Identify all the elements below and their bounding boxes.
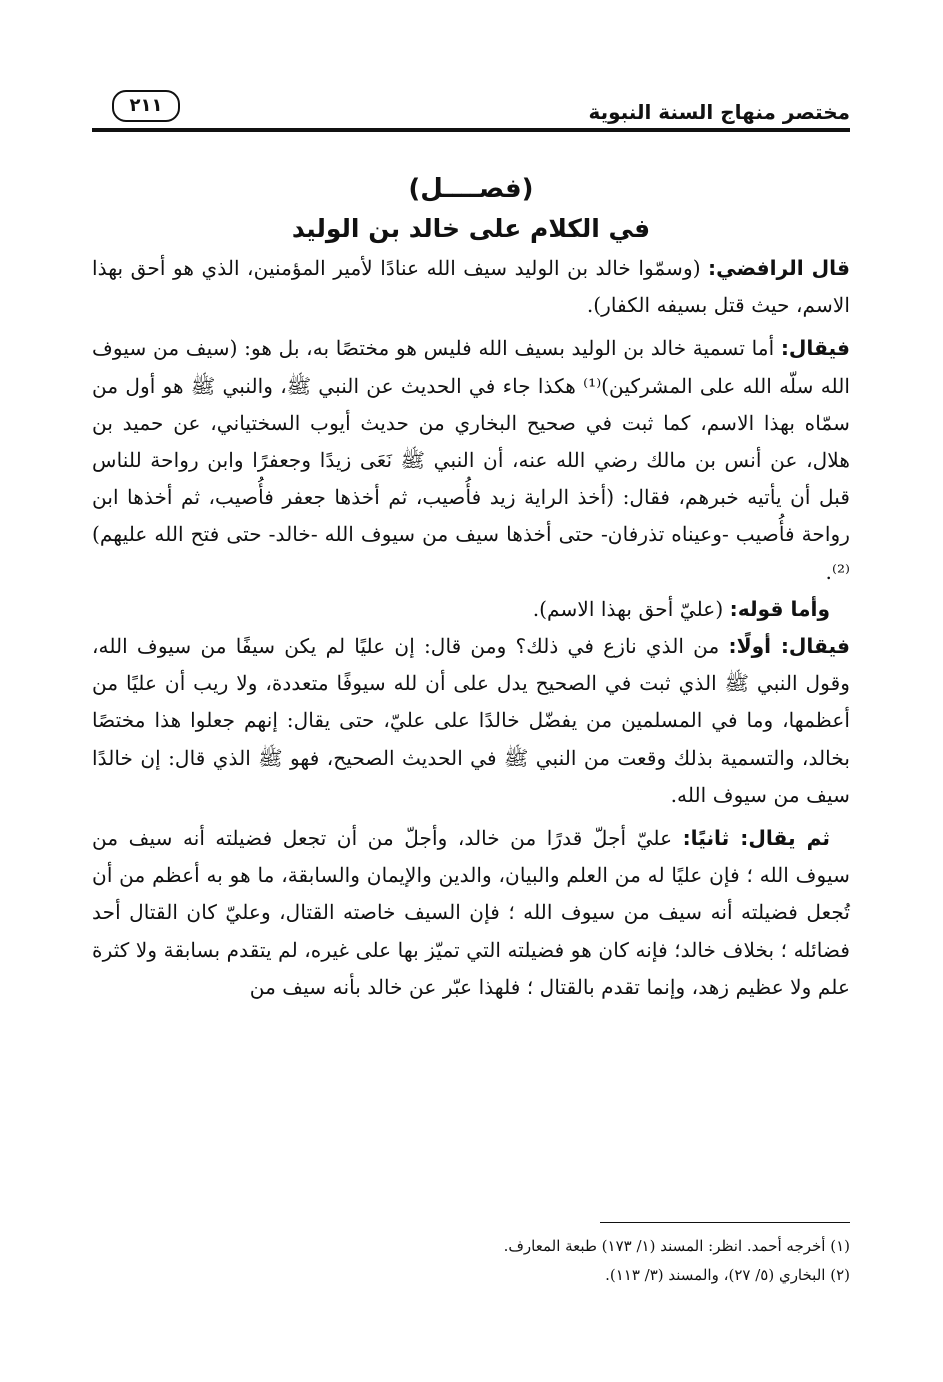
paragraph	[92, 591, 850, 628]
body-text	[92, 250, 850, 1006]
paragraph	[92, 628, 850, 814]
paragraph	[92, 250, 850, 324]
paragraph-lead: فيقال:	[780, 336, 850, 361]
paragraph	[92, 820, 850, 1006]
paragraph-text: (عليّ أحق بهذا الاسم).	[532, 596, 730, 621]
footnote-divider	[600, 1222, 850, 1223]
paragraph-lead: قال الرافضي:	[708, 256, 850, 280]
footnote: (١) أخرجه أحمد. انظر: المسند (١/ ١٧٣) طبعة المعارف.	[503, 1237, 850, 1255]
paragraph	[92, 330, 850, 590]
footnote: (٢) البخاري (٥/ ٢٧)، والمسند (٣/ ١١٣).	[605, 1266, 850, 1284]
section-title: في الكلام على خالد بن الوليد	[291, 214, 651, 243]
paragraph-text: (وسمّوا خالد بن الوليد سيف الله عنادًا لأمير المؤمنين، الذي هو أحق بهذا الاسم، حيث قتل بسيفه الكفار).	[92, 256, 850, 318]
paragraph-text: من الذي نازع في ذلك؟ ومن قال: إن عليًا لم يكن سيفًا من سيوف الله، وقول النبي ﷺ الذي ثبت في الصحيح يدل على أن لله سيوفًا متعددة، ولا ريب أن عليًا من أعظمها، وما في المسلمين من يفضّل خالدًا على عليّ، حتى يقال: إنهم جعلوا هذا مختصًا بخالد، والتسمية بذلك وقعت من النبي ﷺ في الحديث الصحيح، فهو ﷺ الذي قال: إن خالدًا سيف من سيوف الله.	[92, 634, 850, 807]
footnotes	[92, 1232, 850, 1290]
header-divider	[92, 128, 850, 132]
section-label: (فصــــل)	[408, 174, 534, 204]
page-header	[92, 84, 850, 134]
paragraph-lead: ثم يقال: ثانيًا:	[682, 826, 830, 851]
book-title: مختصر منهاج السنة النبوية	[588, 100, 850, 124]
paragraph-text: أما تسمية خالد بن الوليد بسيف الله فليس هو مختصًا به، بل هو: (سيف من سيوف الله سلّه الله على المشركين)⁽¹⁾ هكذا جاء في الحديث عن النبي ﷺ، والنبي ﷺ هو أول من سمّاه بهذا الاسم، كما ثبت في صحيح البخاري من حديث أيوب السختياني، عن حميد بن هلال، عن أنس بن مالك رضي الله عنه، أن النبي ﷺ نَعَى زيدًا وجعفرًا وابن رواحة للناس قبل أن يأتيه خبرهم، فقال: (أخذ الراية زيد فأُصيب، ثم أخذها جعفر فأُصيب، ثم أخذها ابن رواحة فأُصيب -وعيناه تذرفان- حتى أخذها سيف من سيوف الله -خالد- حتى فتح الله عليهم)⁽²⁾.	[92, 336, 850, 584]
paragraph-lead: فيقال: أولًا:	[728, 634, 850, 659]
paragraph-text: عليّ أجلّ قدرًا من خالد، وأجلّ من أن تجعل فضيلته أنه سيف من سيوف الله ؛ فإن عليًا له من العلم والبيان، والدين والإيمان والسابقة، ما هو به أعظم من أن تُجعل فضيلته أنه سيف من سيوف الله ؛ فإن السيف خاصته القتال، وعليّ كان القتال أحد فضائله ؛ بخلاف خالد؛ فإنه كان هو فضيلته التي تميّز بها على غيره، لم يتقدم بسابقة ولا كثرة علم ولا عظيم زهد، وإنما تقدم بالقتال ؛ فلهذا عبّر عن خالد بأنه سيف من	[92, 826, 850, 999]
paragraph-lead: وأما قوله:	[729, 596, 830, 621]
page-number-badge: ٢١١	[112, 90, 180, 122]
